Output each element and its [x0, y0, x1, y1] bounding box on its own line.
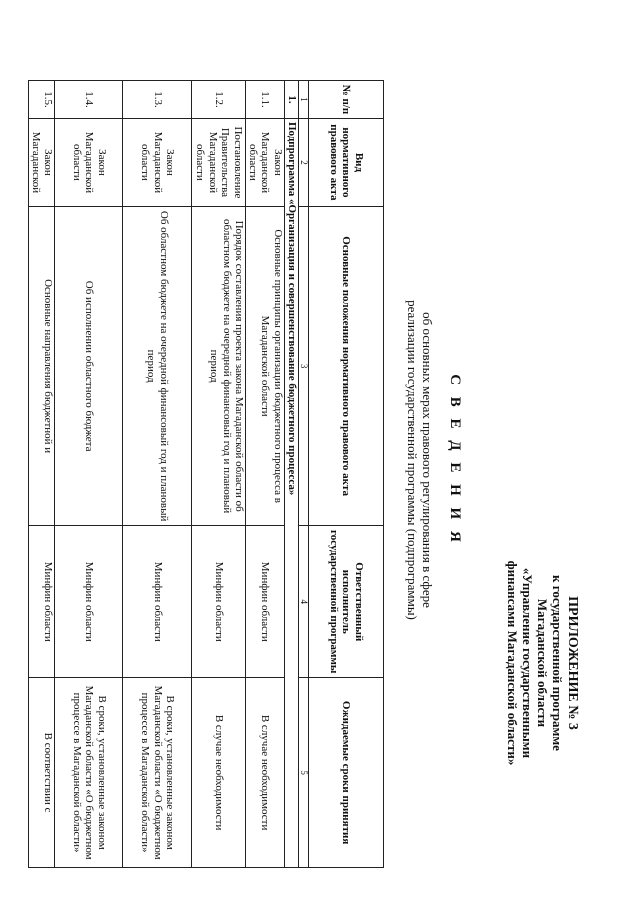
row-provisions: Основные принципы организации бюджетного процесса в Магаданской области: [246, 206, 285, 525]
column-number: 1: [299, 81, 309, 119]
header-num: № п/п: [309, 81, 384, 119]
row-executor: Минфин области: [55, 526, 123, 678]
row-num: 1.5.: [29, 81, 55, 119]
table-header-row: [309, 81, 384, 868]
column-number: 2: [299, 118, 309, 206]
appendix-line: Магаданской области: [535, 598, 550, 728]
table-row: [192, 81, 246, 868]
document-subtitle-line: об основных мерах правового регулирования в сфере: [420, 312, 435, 608]
row-act-type: Закон Магаданской области: [123, 118, 192, 206]
appendix-title: ПРИЛОЖЕНИЕ № 3: [565, 596, 580, 730]
subprogram-row: [285, 81, 299, 868]
document-heading: [405, 100, 462, 820]
column-number-row: [299, 81, 309, 868]
row-num: 1.1.: [246, 81, 285, 119]
table-row: [55, 81, 123, 868]
document-subtitle-line: реализации государственной программы (подпрограммы): [405, 300, 420, 620]
appendix-line: финансами Магаданской области»: [505, 560, 520, 766]
row-act-type: Закон Магаданской: [29, 118, 55, 206]
column-number: 4: [299, 526, 309, 678]
row-num: 1.2.: [192, 81, 246, 119]
row-term: В случае необходимости: [246, 678, 285, 868]
header-executor: Ответственный исполнитель государственной программы: [309, 526, 384, 678]
row-provisions: Основные направления бюджетной и: [29, 206, 55, 525]
row-act-type: Постановление Правительства Магаданской области: [192, 118, 246, 206]
measures-table: [29, 80, 385, 868]
row-num: 1.4.: [55, 81, 123, 119]
column-number: 5: [299, 678, 309, 868]
table-row: [246, 81, 285, 868]
row-executor: Минфин области: [29, 526, 55, 678]
row-term: В сроки, установленные законом Магаданской области «О бюджетном процессе в Магаданской области»: [55, 678, 123, 868]
row-num: 1.3.: [123, 81, 192, 119]
header-act-type: Вид нормативного правового акта: [309, 118, 384, 206]
appendix-line: «Управление государственными: [520, 567, 535, 759]
row-act-type: Закон Магаданской области: [55, 118, 123, 206]
column-number: 3: [299, 206, 309, 525]
header-provisions: Основные положения нормативного правового акта: [309, 206, 384, 525]
subprogram-title: Подпрограмма «Организация и совершенствование бюджетного процесса»: [285, 118, 299, 867]
appendix-line: к государственной программе: [550, 575, 565, 751]
document-title: С В Е Д Е Н И Я: [447, 374, 463, 546]
row-executor: Минфин области: [192, 526, 246, 678]
row-provisions: Порядок составления проекта закона Магаданской области об областном бюджете на очередной финансовый год и плановый период: [192, 206, 246, 525]
row-term: В сроки, установленные законом Магаданской области «О бюджетном процессе в Магаданской области»: [123, 678, 192, 868]
row-executor: Минфин области: [246, 526, 285, 678]
table-row: [29, 81, 55, 868]
subprogram-num: 1.: [285, 81, 299, 119]
appendix-block: [505, 513, 580, 813]
row-term: В соответствии с: [29, 678, 55, 868]
row-provisions: Об исполнении областного бюджета: [55, 206, 123, 525]
row-act-type: Закон Магаданской области: [246, 118, 285, 206]
row-executor: Минфин области: [123, 526, 192, 678]
header-term: Ожидаемые сроки принятия: [309, 678, 384, 868]
table-row: [123, 81, 192, 868]
row-term: В случае необходимости: [192, 678, 246, 868]
row-provisions: Об областном бюджете на очередной финансовый год и плановый период: [123, 206, 192, 525]
